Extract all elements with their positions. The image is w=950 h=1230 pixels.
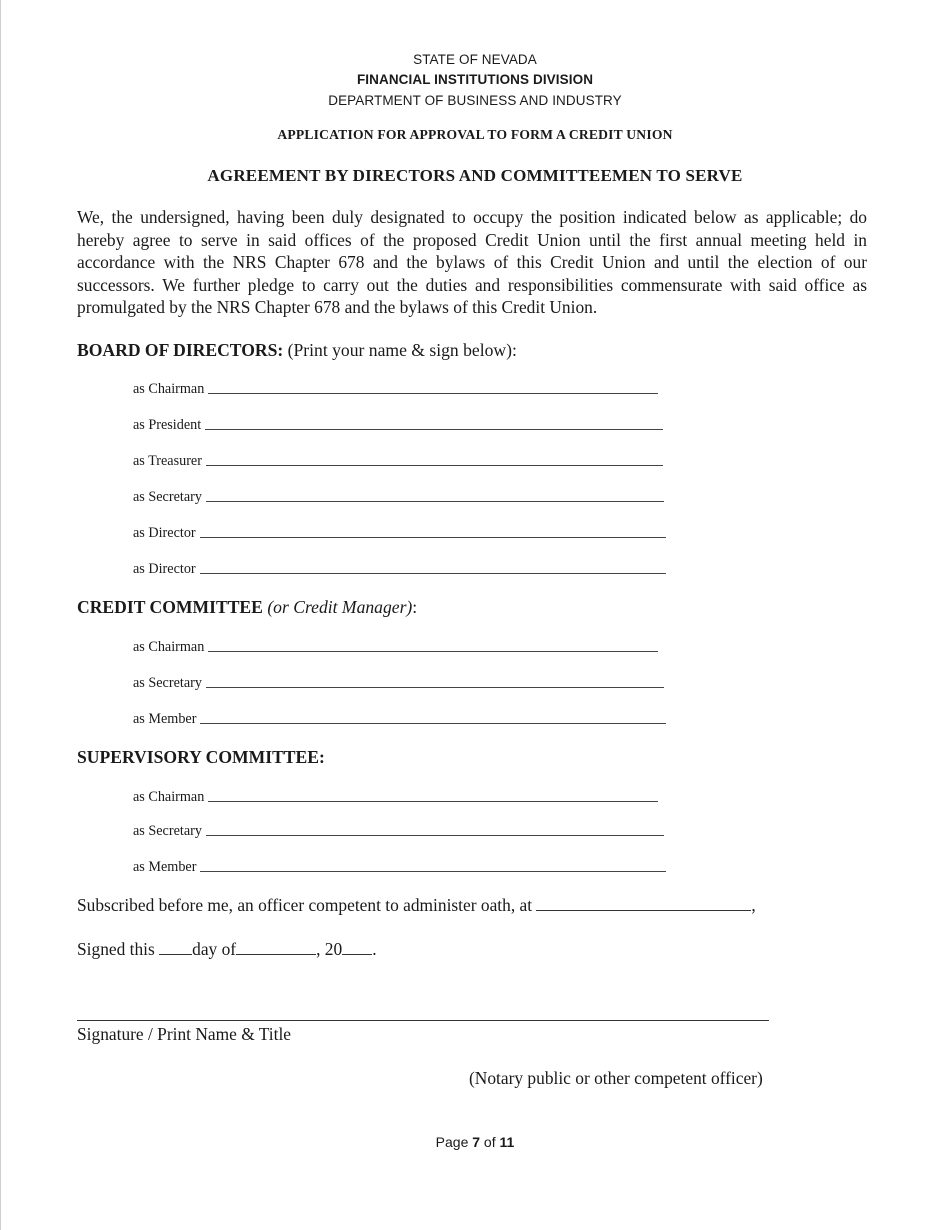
application-title: APPLICATION FOR APPROVAL TO FORM A CREDIT UNION [277, 127, 673, 142]
board-row-label: as Secretary [133, 489, 202, 505]
signed-end: . [372, 939, 377, 959]
page-total: 11 [499, 1134, 515, 1150]
page-prefix: Page [435, 1134, 473, 1150]
supervisory-row-label: as Chairman [133, 789, 205, 805]
supervisory-row-label: as Member [133, 859, 197, 875]
board-row-label: as Director [133, 561, 196, 577]
supervisory-chairman-line[interactable] [208, 800, 658, 802]
credit-secretary-line[interactable] [206, 686, 664, 688]
signed-prefix: Signed this [77, 939, 160, 959]
oath-location-blank[interactable] [536, 896, 751, 911]
board-secretary-line[interactable] [206, 500, 664, 502]
board-row-label: as Chairman [133, 381, 205, 397]
page-number [0, 1134, 950, 1150]
signature-label: Signature / Print Name & Title [77, 1024, 292, 1044]
credit-heading-note: (or Credit Manager) [267, 597, 413, 617]
page-current: 7 [472, 1134, 481, 1150]
board-row-chairman [133, 381, 658, 398]
supervisory-heading: SUPERVISORY COMMITTEE: [77, 747, 325, 767]
oath-line [77, 895, 756, 916]
credit-chairman-line[interactable] [208, 650, 658, 652]
department-title: DEPARTMENT OF BUSINESS AND INDUSTRY [328, 93, 622, 108]
credit-heading [77, 597, 417, 618]
state-title: STATE OF NEVADA [413, 52, 537, 67]
board-row-label: as Treasurer [133, 453, 202, 469]
page-of: of [480, 1134, 500, 1150]
board-treasurer-line[interactable] [206, 464, 663, 466]
board-row-secretary [133, 489, 664, 506]
credit-member-line[interactable] [200, 722, 666, 724]
board-row-label: as President [133, 417, 202, 433]
board-president-line[interactable] [205, 428, 663, 430]
division-title: FINANCIAL INSTITUTIONS DIVISION [356, 72, 594, 87]
board-row-president [133, 417, 663, 434]
supervisory-row-secretary [133, 823, 664, 840]
signed-year-blank[interactable] [342, 940, 372, 955]
signature-line[interactable] [77, 1020, 769, 1021]
credit-row-label: as Secretary [133, 675, 202, 691]
credit-heading-colon: : [412, 597, 418, 617]
agreement-title: AGREEMENT BY DIRECTORS AND COMMITTEEMEN TO SERVE [207, 166, 743, 185]
board-chairman-line[interactable] [208, 392, 658, 394]
credit-heading-label: CREDIT COMMITTEE [77, 597, 263, 617]
credit-row-label: as Chairman [133, 639, 205, 655]
supervisory-row-chairman [133, 789, 658, 806]
board-heading [77, 340, 517, 361]
credit-row-member [133, 711, 666, 728]
board-row-director-2 [133, 561, 666, 578]
board-heading-label: BOARD OF DIRECTORS: [77, 340, 284, 360]
supervisory-row-member [133, 859, 666, 876]
credit-row-label: as Member [133, 711, 197, 727]
credit-row-secretary [133, 675, 664, 692]
board-row-treasurer [133, 453, 663, 470]
oath-end: , [751, 895, 756, 915]
supervisory-secretary-line[interactable] [206, 834, 664, 836]
board-row-director-1 [133, 525, 666, 542]
board-director-2-line[interactable] [200, 572, 666, 574]
supervisory-member-line[interactable] [200, 870, 666, 872]
board-director-1-line[interactable] [200, 536, 666, 538]
oath-text: Subscribed before me, an officer competent to administer oath, at [77, 895, 537, 915]
credit-row-chairman [133, 639, 658, 656]
intro-paragraph: We, the undersigned, having been duly designated to occupy the position indicated below as applicable; do hereby agree to serve in said offices of the proposed Credit Union until the first annual meeting held in accordance with the NRS Chapter 678 and the bylaws of this Credit Union and until the election of our successors. We further pledge to carry out the duties and responsibilities commensurate with said office as promulgated by the NRS Chapter 678 and the bylaws of this Credit Union. [77, 207, 867, 318]
officer-label: (Notary public or other competent officer) [469, 1068, 763, 1088]
supervisory-row-label: as Secretary [133, 823, 202, 839]
signed-year: , 20 [316, 939, 343, 959]
signed-day-blank[interactable] [159, 940, 192, 955]
board-heading-note: (Print your name & sign below): [283, 340, 517, 360]
board-row-label: as Director [133, 525, 196, 541]
signed-day-of: day of [192, 939, 237, 959]
signed-month-blank[interactable] [236, 940, 316, 955]
signed-line [77, 939, 377, 960]
